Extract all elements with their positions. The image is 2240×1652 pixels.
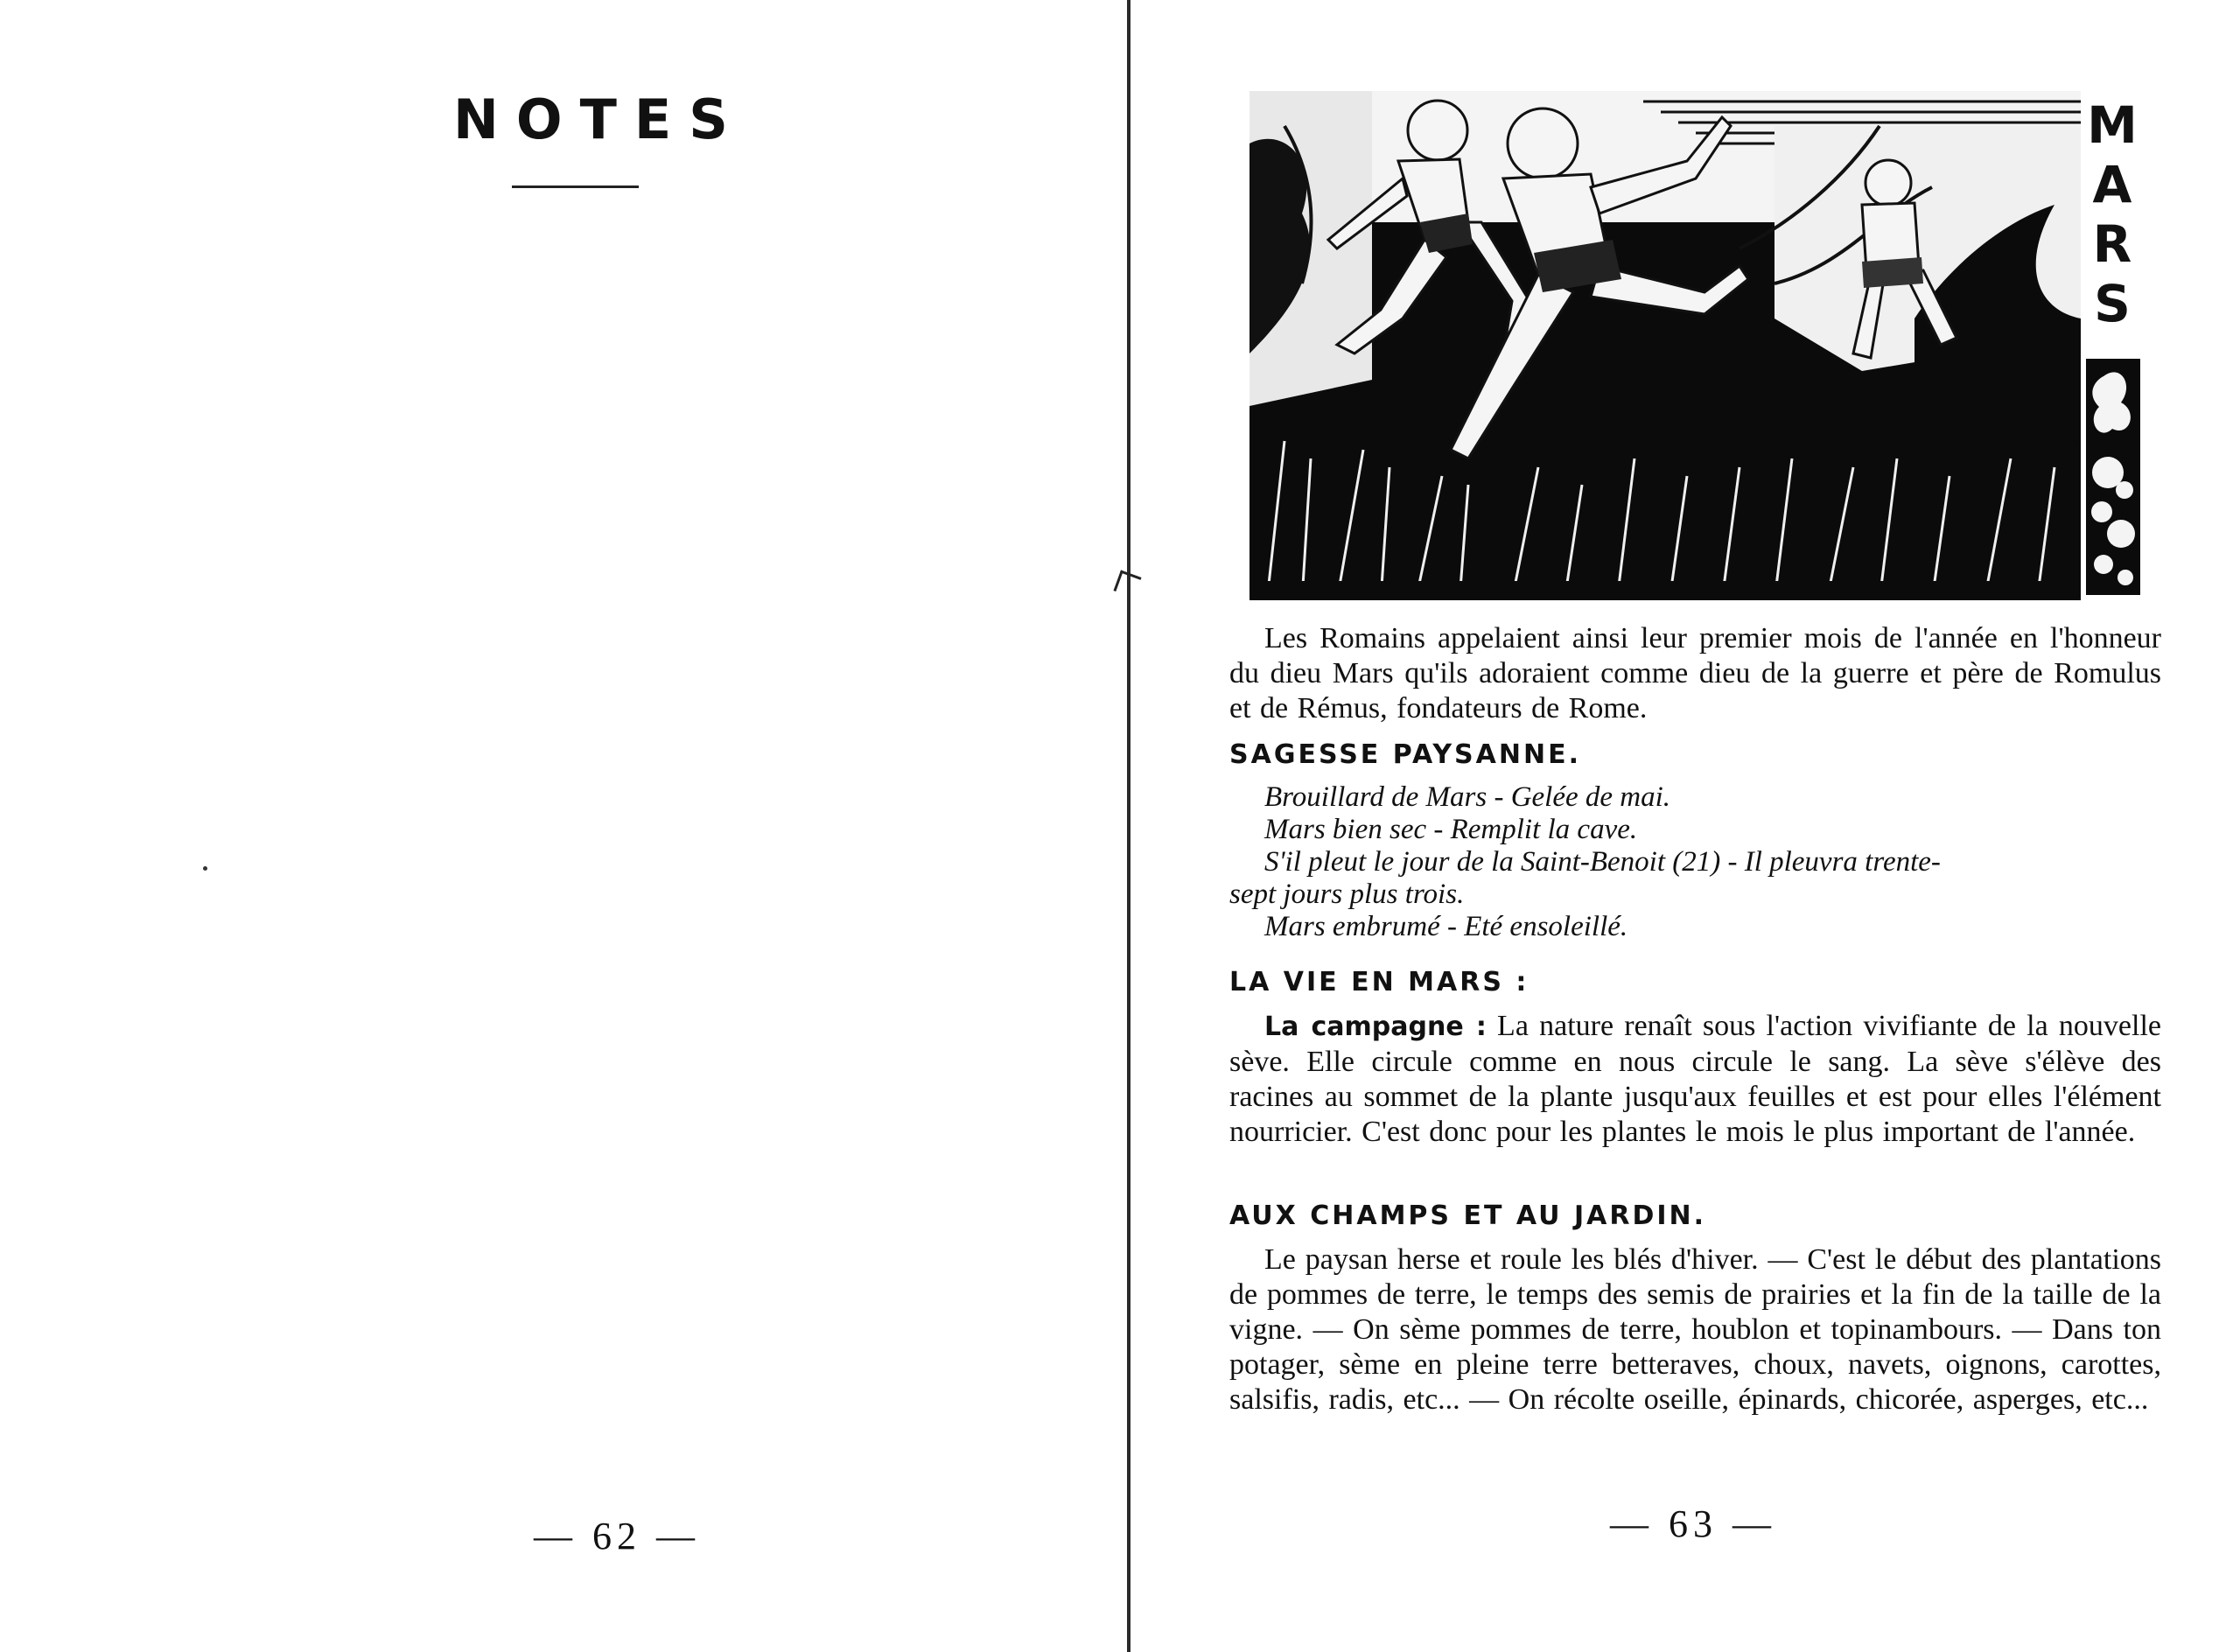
month-letter: R (2092, 214, 2132, 274)
print-speck (203, 866, 207, 871)
month-letter: S (2094, 274, 2131, 333)
proverb: Brouillard de Mars - Gelée de mai. (1264, 781, 1671, 813)
vie-paragraph (1229, 1009, 2161, 1150)
proverb: sept jours plus trois. (1229, 878, 1465, 910)
intro-paragraph: Les Romains appelaient ainsi leur premier mois de l'année en l'honneur du dieu Mars qu'ils adoraient comme dieu de la guerre et père de Romulus et de Rémus, fondateurs de Rome. (1229, 622, 2161, 724)
page-number-left: — 62 — (534, 1515, 700, 1558)
flower-ornament (2086, 359, 2140, 595)
campagne-text: La nature renaît sous l'action vivifiante de la nouvelle sève. Elle circule comme en nous circule le sang. La sève s'élève des racines au sommet de la plante jusqu'aux feuilles et est pour elles l'élément nourricier. C'est donc pour les plantes le mois le plus important de l'année. (1229, 1010, 2161, 1148)
campagne-label: La campagne : (1264, 1012, 1487, 1042)
month-letter: A (2092, 155, 2132, 214)
page-number-right: — 63 — (1610, 1502, 1776, 1545)
month-sidebar (2081, 91, 2144, 600)
proverbs-list (1229, 781, 2161, 943)
proverb: Mars bien sec - Remplit la cave. (1264, 814, 1638, 845)
heading-sagesse: SAGESSE PAYSANNE. (1229, 739, 1581, 770)
heading-vie-en-mars: LA VIE EN MARS : (1229, 967, 1530, 998)
champs-paragraph: Le paysan herse et roule les blés d'hiver. — C'est le début des plantations de pommes de terre, le temps des semis de prairies et la fin de la taille de la vigne. — On sème pommes de terre, houblon et topinambours. — Dans ton potager, sème en pleine terre betteraves, choux, navets, oignons, carottes, salsifis, radis, etc... — On récolte oseille, épinards, chicorée, asperges, etc... (1229, 1243, 2161, 1416)
heading-champs: AUX CHAMPS ET AU JARDIN. (1229, 1200, 1707, 1231)
proverb: S'il pleut le jour de la Saint-Benoit (21) - Il pleuvra trente- (1264, 846, 1941, 878)
runners-illustration (1250, 91, 2081, 600)
book-gutter (1127, 0, 1130, 1652)
proverb: Mars embrumé - Eté ensoleillé. (1264, 911, 1628, 942)
title-rule (512, 186, 639, 188)
notes-title: NOTES (453, 88, 746, 151)
month-title (2081, 95, 2144, 338)
month-letter: M (2087, 95, 2138, 155)
